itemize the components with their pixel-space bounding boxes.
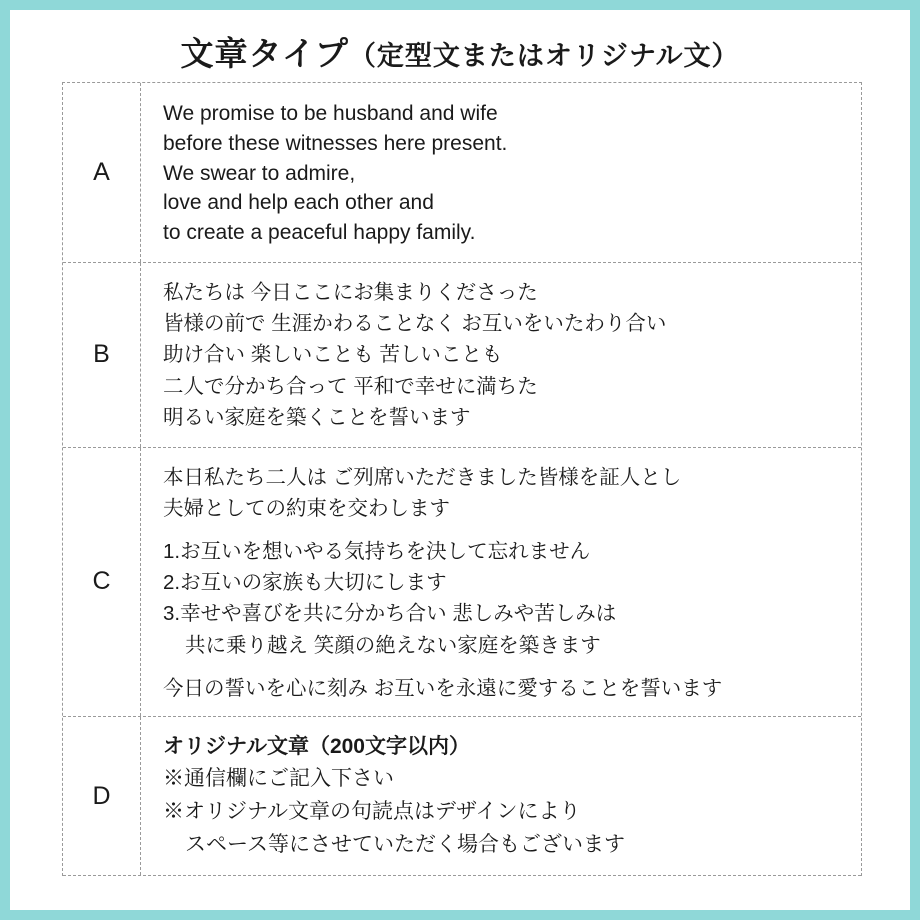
row-key-a: A [63, 83, 141, 262]
page-title-main: 文章タイプ [180, 35, 349, 72]
text-line: 皆様の前で 生涯かわることなく お互いをいたわり合い [163, 312, 667, 336]
text-line: ※オリジナル文章の句読点はデザインにより [163, 800, 581, 824]
table-row [63, 448, 861, 717]
row-key-b: B [63, 263, 141, 447]
text-line: We promise to be husband and wife [163, 102, 498, 125]
spacer [163, 524, 851, 536]
text-line: to create a peaceful happy family. [163, 221, 476, 245]
page-title [10, 10, 910, 87]
text-line: 共に乗り越え 笑顔の絶えない家庭を築きます [185, 633, 601, 657]
row-key-d: D [63, 717, 141, 875]
text-line: before these witnesses here present. [163, 131, 508, 155]
text-line: 3.幸せや喜びを共に分かち合い 悲しみや苦しみは [163, 602, 617, 626]
text-line: 私たちは 今日ここにお集まりくださった [163, 281, 538, 305]
table-row [63, 717, 861, 876]
text-line: ※通信欄にご記入下さい [163, 767, 394, 791]
text-line: 助け合い 楽しいことも 苦しいことも [163, 343, 503, 367]
table-row [63, 263, 861, 448]
document-page [10, 10, 910, 910]
page-title-sub: （定型文またはオリジナル文） [348, 41, 740, 71]
spacer [163, 661, 851, 673]
row-body-d [141, 717, 861, 875]
text-line: 2.お互いの家族も大切にします [163, 571, 447, 595]
row-key-c: C [63, 448, 141, 716]
text-line: 1.お互いを想いやる気持ちを決して忘れません [163, 540, 591, 564]
table-row [63, 83, 861, 263]
row-body-c [141, 448, 861, 716]
text-line: We swear to admire, [163, 161, 356, 185]
row-body-a [141, 83, 861, 262]
text-line: 夫婦としての約束を交わします [163, 497, 450, 520]
text-line: 明るい家庭を築くことを誓います [163, 405, 471, 429]
text-line: 本日私たち二人は ご列席いただきました皆様を証人とし [163, 465, 682, 489]
text-line: love and help each other and [163, 191, 434, 215]
text-line: オリジナル文章（200文字以内） [163, 734, 470, 758]
text-line: スペース等にさせていただく場合もございます [185, 832, 625, 856]
text-line: 二人で分かち合って 平和で幸せに満ちた [163, 374, 538, 398]
text-line: 今日の誓いを心に刻み お互いを永遠に愛することを誓います [163, 676, 723, 700]
text-type-table [62, 82, 862, 876]
row-body-b [141, 263, 861, 447]
